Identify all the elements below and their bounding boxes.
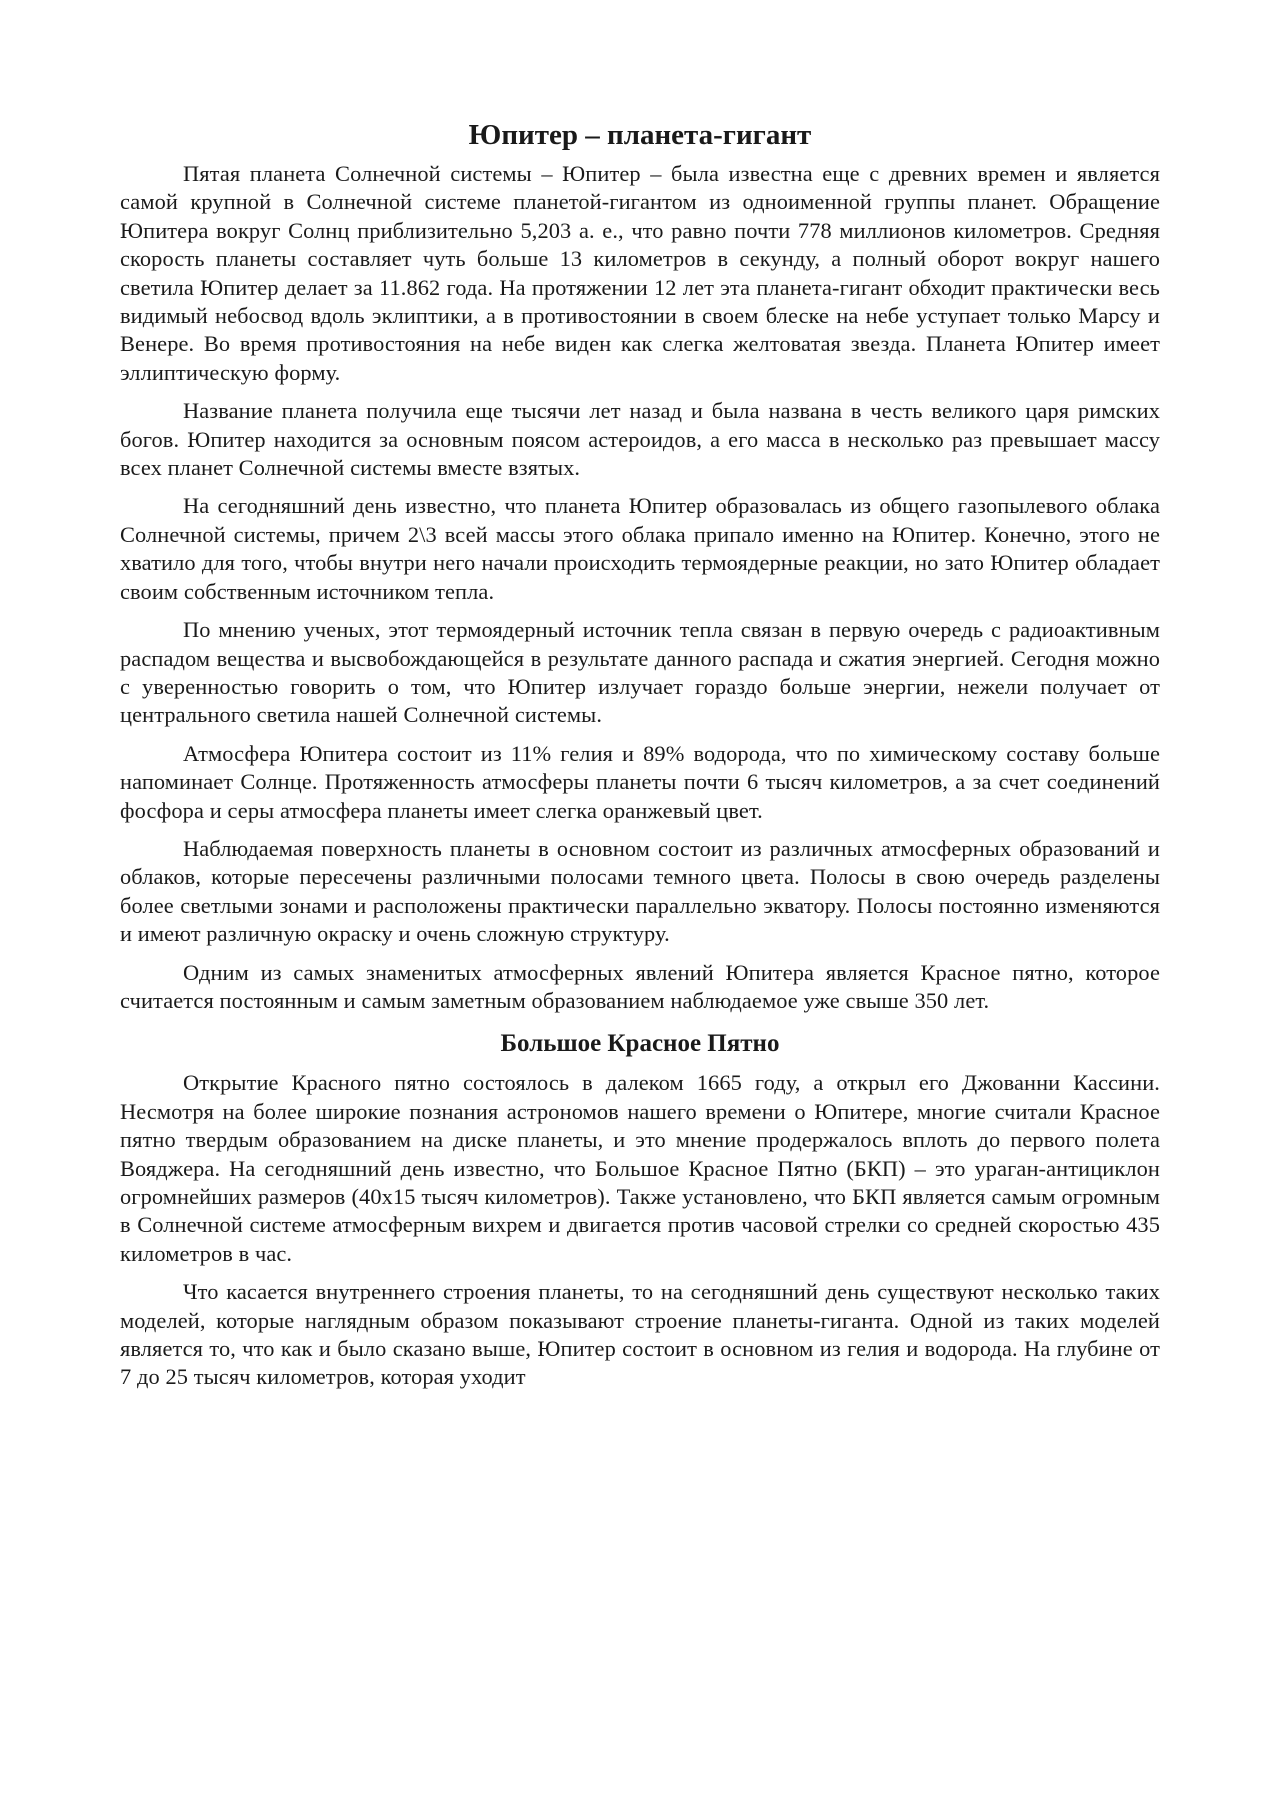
paragraph-6: Наблюдаемая поверхность планеты в основном состоит из различных атмосферных образований и облаков, которые пересечены различными полосами темного цвета. Полосы в свою очередь разделены более светлыми зонами и расположены практически параллельно экватору. Полосы постоянно изменяются и имеют различную окраску и очень сложную структуру. xyxy=(120,835,1160,947)
paragraph-9: Что касается внутреннего строения планеты, то на сегодняшний день существуют несколько таких моделей, которые наглядным образом показывают строение планеты-гиганта. Одной из таких моделей является то, что как и было сказано выше, Юпитер состоит в основном из гелия и водорода. На глубине от 7 до 25 тысяч километров, которая уходит xyxy=(120,1279,1160,1390)
paragraph-8: Открытие Красного пятно состоялось в далеком 1665 году, а открыл его Джованни Кассини. Несмотря на более широкие познания астрономов нашего времени о Юпитере, многие считали Красное пятно твердым образованием на диске планеты, и это мнение продержалось вплоть до первого полета Вояджера. На сегодняшний день известно, что Большое Красное Пятно (БКП) – это ураган-антициклон огромнейших размеров (40x15 тысяч километров). Также установлено, что БКП является самым огромным в Солнечной системе атмосферным вихрем и двигается против часовой стрелки со средней скоростью 435 километров в час. xyxy=(120,1070,1160,1266)
section-heading: Большое Красное Пятно xyxy=(500,1030,780,1058)
paragraph-5: Атмосфера Юпитера состоит из 11% гелия и 89% водорода, что по химическому составу больше напоминает Солнце. Протяженность атмосферы планеты почти 6 тысяч километров, а за счет соединений фосфора и серы атмосфера планеты имеет слегка оранжевый цвет. xyxy=(120,740,1160,823)
document-title: Юпитер – планета-гигант xyxy=(468,119,812,151)
paragraph-3: На сегодняшний день известно, что планета Юпитер образовалась из общего газопылевого облака Солнечной системы, причем 2\3 всей массы этого облака припало именно на Юпитер. Конечно, этого не хватило для того, чтобы внутри него начали происходить термоядерные реакции, но зато Юпитер обладает своим собственным источником тепла. xyxy=(120,493,1160,604)
paragraph-4: По мнению ученых, этот термоядерный источник тепла связан в первую очередь с радиоактивным распадом вещества и высвобождающейся в результате данного распада и сжатия энергией. Сегодня можно с уверенностью говорить о том, что Юпитер излучает гораздо больше энергии, нежели получает от центрального светила нашей Солнечной системы. xyxy=(120,617,1160,728)
paragraph-1: Пятая планета Солнечной системы – Юпитер – была известна еще с древних времен и является самой крупной в Солнечной системе планетой-гигантом из одноименной группы планет. Обращение Юпитера вокруг Солнц приблизительно 5,203 а. е., что равно почти 778 миллионов километров. Средняя скорость планеты составляет чуть больше 13 километров в секунду, а полный оборот вокруг нашего светила Юпитер делает за 11.862 года. На протяжении 12 лет эта планета-гигант обходит практически весь видимый небосвод вдоль эклиптики, а в противостоянии в своем блеске на небе уступает только Марсу и Венере. Во время противостояния на небе виден как слегка желтоватая звезда. Планета Юпитер имеет эллиптическую форму. xyxy=(120,161,1160,385)
paragraph-2: Название планета получила еще тысячи лет назад и была названа в честь великого царя римских богов. Юпитер находится за основным поясом астероидов, а его масса в несколько раз превышает массу всех планет Солнечной системы вместе взятых. xyxy=(120,398,1160,481)
paragraph-7: Одним из самых знаменитых атмосферных явлений Юпитера является Красное пятно, которое считается постоянным и самым заметным образованием наблюдаемое уже свыше 350 лет. xyxy=(120,959,1160,1013)
document-page xyxy=(120,118,1160,1392)
